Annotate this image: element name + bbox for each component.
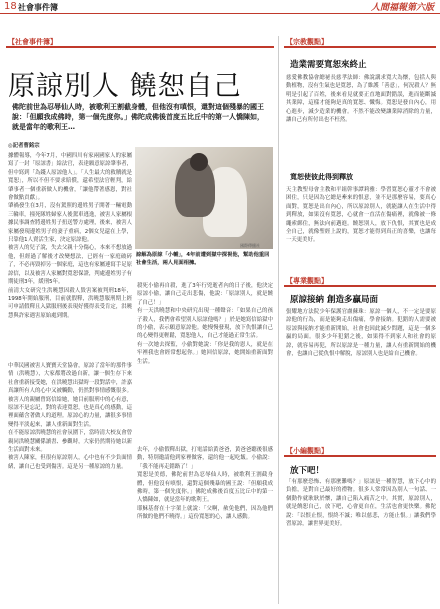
section-tag: 【社會事件簿】 (8, 38, 57, 46)
page-number: 18 (4, 1, 17, 12)
article-body-1: 據體報導，今年7月，中國四川有家兩國家人的家屬寫了一封「原諒書」給法官，表達願意原諒肇事者，但中寫到「為錢人原諒他人」。「人生最大的救贖就是寬恕」，所以不但不要求賠償，還希望法官輕判，給肇事者一個重新做人的機會，「讓他帶著感恩，對社會做點貢獻」。 肇禍發生在3月，沒有駕照的邊姓男子開著一輛電動三輪車，撞死隊姓婦家人後駕車逃逸，被害人家屬根據民事調查將邊姓男子扭送警方處理，後來，被害人家屬發現邊姓男子的妻子重病，2個女兒還在上學，只靠他1人賣活生家，決定原諒他。 被害人的兒子說，失去父親十分傷心，本來不想放過他，但經過了解後才改變想法，已經有一家庭破碎了，不必再毀掉另一個家庭，這也有家屬連寫手足原諒信，以及被害人家屬對寬恕保證，判處邊姓男子有期徒刑3年，緩刑5年。 前清大女研究生洪曉慧因殺人毀害案被判刑18年，1998年開始服刑，目前就假釋，洪曉慧服刑期上經可申請假釋且入獄服刑後表現好獲得表受肯定，洪曉慧與許家遇害原始處到期。 (8, 153, 132, 319)
column-divider (278, 36, 279, 604)
article-photo (135, 147, 273, 249)
professional-view-tag: 【專業觀點】 (286, 277, 328, 285)
religious-view-body-2: 天主教聖母會主教和平組幹事譚莉雅：學習寬恕心靈才不會被困住，只是因為它總是牽來的恨意，並不是那麼容易，要真心面對，寬恕是出自內心，所以原諒別人，就能讓人在生活中得到釋放，如果沒有寬恕，心就會一直活在傷痛裡，就像被一條繩索綁住，無法向前邁進。饒恕別人，放下仇恨，其實也是成全自己，就像聖經上說的，寬恕才能得到真正的喜樂，也讓每一天更美好。 (286, 187, 436, 244)
religious-view-title: 造業需要寬恕來終止 (290, 60, 367, 70)
professional-view-title: 原諒接納 創造多贏局面 (290, 295, 378, 305)
newspaper-logo: 人間福報第六版 (370, 3, 434, 13)
religious-view-subtitle: 寬恕使彼此得到釋放 (290, 173, 353, 181)
photo-credit: 國際傳播社 (240, 243, 260, 248)
byline: ◎記者曹銘宗 (8, 143, 40, 149)
article-body-3: 殺死小偷再自殺，進了3年行兇逝者內的日子後，他決定原諒小偷，讓自己走出悲傷，他說：「原諒別人，就是饒了自己！」 有一天洪曉慧和中央研究出現一種聲音：「如果自己的孩子殺人，我們會希望別人原諒他嗎？」於是她寫信給獄中的小偷，表示願意原諒他。她慢慢發現，放下仇恨讓自己的心變得更輕鬆，寬恕他人，自己才能過正常生活。 有一次她去探監，小偷對她說：「你是我的恩人，就是在牢裡我也會經常想起你。」她回信原諒，她開始重新面對生活。 (137, 283, 273, 365)
section-name: 社會事件簿 (18, 3, 58, 12)
article-body-4: 去年，小偷假釋出獄，打電話給黃爸爸，黃爸爸聽後很感動，特別邀請他到家裡做客，還約他一起吃飯。小偷說：「我不能再走錯路了！」 寬恕是美德，佛陀前世為忍辱仙人時，被歌利王割截身體，但他沒有嗔恨，還對這個殘暴的國王說：「但願我成佛時，第一個先度你。」佛陀成佛後首度五比丘中的第一人憍陳如，就是當年的歌利王。 耶穌基督在十字架上就說：「父啊，赦免他們，因為他們所做的他們不曉得。」這份寬恕的心，讓人感動。 (137, 447, 273, 521)
religious-view-body: 慈愛佛教協會總祕長慈孝法師：佛說講求寬大為懷，包括人與動植物，沒有生氣也是寬恕，為了維護「善意」，何況殺人？無明是引起了百姓，後來看見就要正直地面對錯誤，進而能斷滅其業障，這樣才能夠是真的寬恕、懺悔。寬恕是發自內心，用心進步，減少造業的機會。不然不能改變讓業障消除的力量，讓自己有所付出也不枉然。 (286, 75, 436, 124)
article-lead: 佛陀前世為忍辱仙人時，被歌利王割截身體，但他沒有嗔恨，還對這個殘暴的國王說：「但願我成佛時，第一個先度你。」佛陀成佛後首度五比丘中的第一人憍陳如，就是當年的歌利王… (12, 103, 264, 131)
photo-caption: 諒解為原諒「小輔」，4年前遭到獄中探視他，幫助他重回社會生活，兩人見面相擁。 (136, 252, 270, 266)
page-header (0, 0, 440, 14)
editor-view-title: 放下吧！ (290, 466, 325, 476)
editor-view-tag: 【小編觀點】 (286, 447, 328, 455)
editor-view-body: 「有那麼恐怖、有那麼難嗎？」原諒是一種智慧，放下心中的負擔，是對自己最好的禮物。很多人常常因為別人一句話、一個動作就耿耿於懷，讓自己陷入痛苦之中。其實，原諒別人，就是饒恕自己，放下吧，心會更自在，生活也會更快樂。佛陀說：「以恨止恨，恨終不滅；唯以慈悲，方能止恨。」讓我們學習原諒，讓世界更美好。 (286, 479, 436, 528)
religious-view-tag: 【宗教觀點】 (286, 38, 328, 46)
professional-view-body: 張耀地方法院少年保護官盧蘇珠：原諒一個人，不一定是要原諒他的行為，而是能夠走出傷痛，學會接納。犯錯的人需要被原諒與接納才能重新開始，社會也因此減少問題，這是一個多贏的局面。很多少年犯錯之後，如果得不到家人和社會的原諒，就容易再犯，所以原諒是一種力量，讓人有重新開始的機會，也讓自己從仇恨中解脫，原諒別人也是給自己機會。 (286, 309, 436, 358)
photo-figure (190, 153, 208, 171)
article-body-2: 中華民國被害人寶寶天堂協會，原諒了當年的那件事情（洪曉慧），大家都將改過自新，讓一個生存下來社會重新接受她，在洪曉慧出獄時一段對話中，許嘉真讓所有人的心中又被觸動，仍然對事情感慨很多。 被害人的親屬曾寫信給她，她目前服刑中的心有意，原諒不是忘記，對的表達寬恕，也是真心的感動，這裡面蘊含著做人的道理。原諒心的力量，讓很多事情變得平淡起來，讓人重新面對生活。 在不能原諒洪曉慧的社會氛圍下，當時清大校友會曾親同洪曉慧關係讀書、參觀時，大家仍然期待她以新生活面對未來。 被害人陳家，但很有原諒別人，心中也有不少負面情緒，讓自己也受到傷害。這是另一種原諒的力量。 (8, 363, 132, 470)
article-headline: 原諒別人 饒恕自己 (8, 71, 242, 102)
